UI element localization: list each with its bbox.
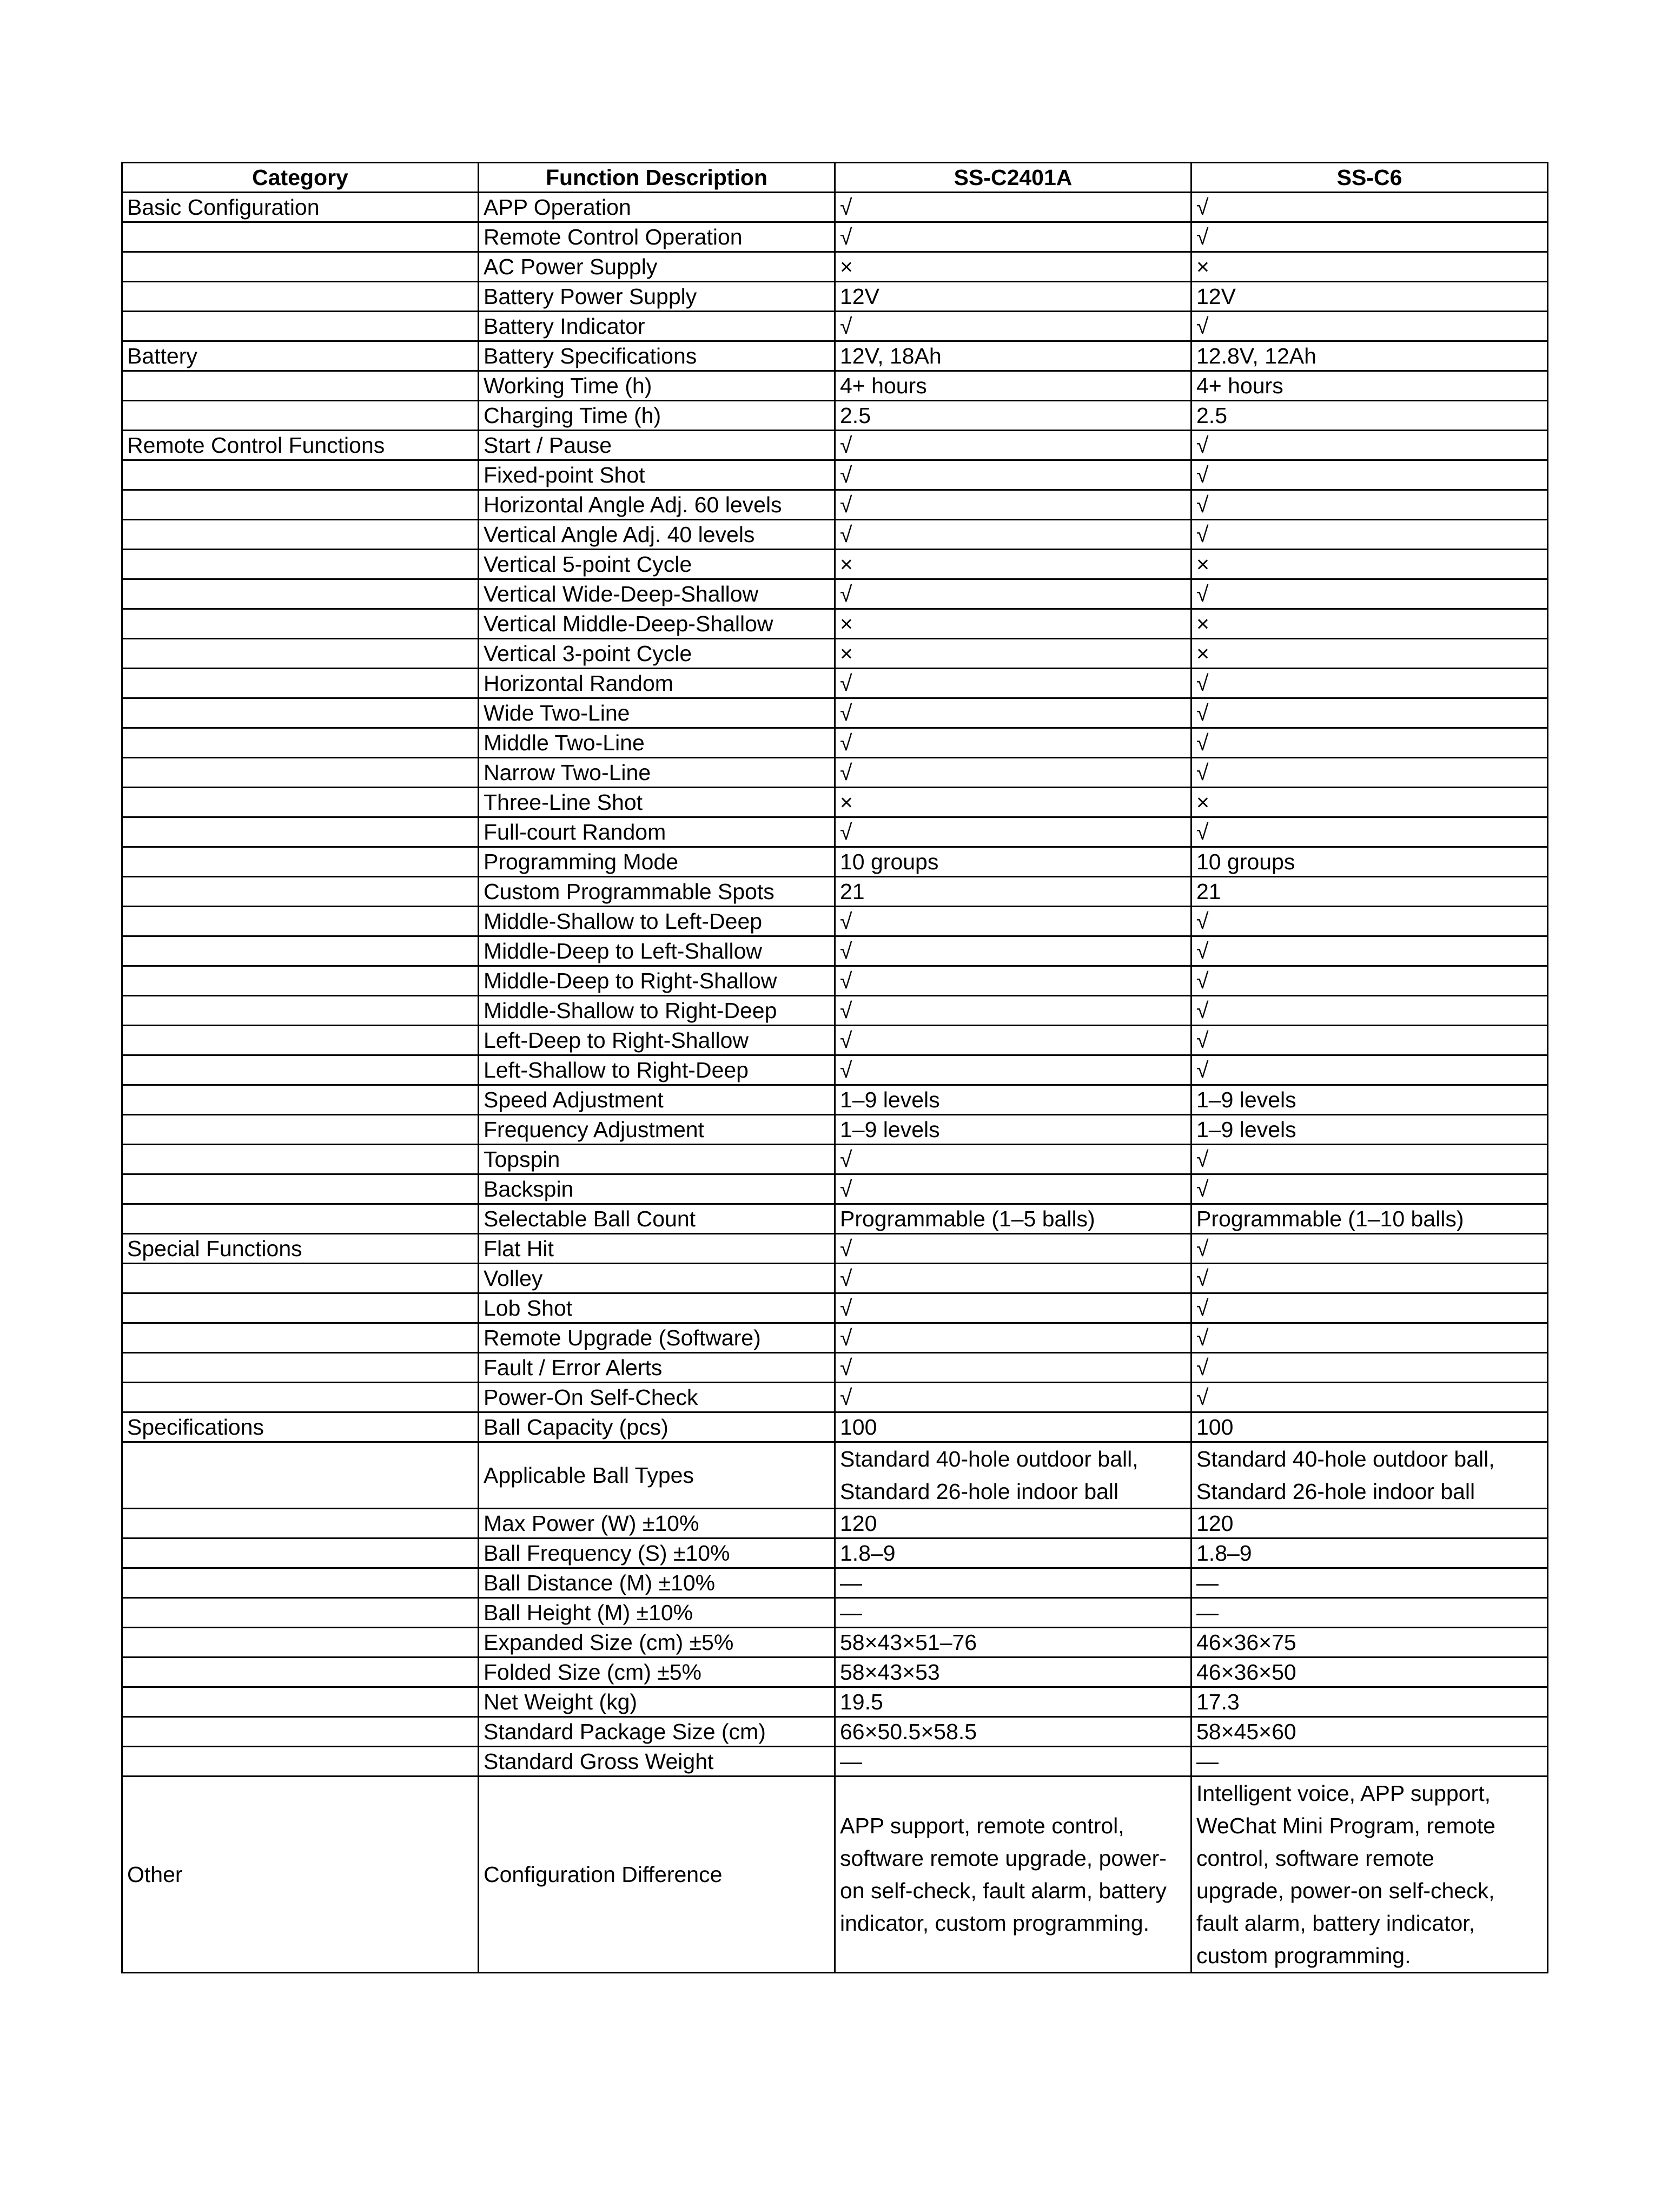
table-row bbox=[122, 847, 1548, 877]
cell-category bbox=[122, 728, 479, 758]
cell-function: Horizontal Angle Adj. 60 levels bbox=[479, 490, 835, 520]
cell-ss-c2401a: √ bbox=[835, 460, 1192, 490]
cell-category bbox=[122, 579, 479, 609]
cell-category bbox=[122, 1442, 479, 1509]
cell-ss-c2401a: √ bbox=[835, 996, 1192, 1026]
cell-ss-c2401a: √ bbox=[835, 669, 1192, 698]
cell-ss-c6: Standard 40-hole outdoor ball, Standard 26-hole indoor ball bbox=[1192, 1442, 1548, 1509]
cell-ss-c2401a: √ bbox=[835, 431, 1192, 460]
cell-ss-c2401a: √ bbox=[835, 1145, 1192, 1174]
cell-ss-c6: √ bbox=[1192, 669, 1548, 698]
cell-ss-c2401a: √ bbox=[835, 1026, 1192, 1055]
cell-category bbox=[122, 1055, 479, 1085]
cell-category bbox=[122, 936, 479, 966]
cell-ss-c6: √ bbox=[1192, 520, 1548, 550]
cell-category bbox=[122, 1509, 479, 1539]
table-row bbox=[122, 193, 1548, 222]
cell-category bbox=[122, 877, 479, 907]
cell-ss-c6: 12V bbox=[1192, 282, 1548, 312]
cell-function: Vertical Angle Adj. 40 levels bbox=[479, 520, 835, 550]
cell-ss-c6: 21 bbox=[1192, 877, 1548, 907]
cell-ss-c2401a: √ bbox=[835, 1353, 1192, 1383]
table-row bbox=[122, 1687, 1548, 1717]
cell-ss-c2401a: √ bbox=[835, 966, 1192, 996]
cell-ss-c2401a: — bbox=[835, 1747, 1192, 1777]
cell-ss-c6: Programmable (1–10 balls) bbox=[1192, 1204, 1548, 1234]
cell-ss-c2401a: √ bbox=[835, 1174, 1192, 1204]
cell-function: Three-Line Shot bbox=[479, 788, 835, 817]
header-function-description: Function Description bbox=[479, 163, 835, 193]
cell-category bbox=[122, 758, 479, 788]
cell-ss-c6: √ bbox=[1192, 1323, 1548, 1353]
cell-category: Special Functions bbox=[122, 1234, 479, 1264]
cell-function: Expanded Size (cm) ±5% bbox=[479, 1628, 835, 1658]
table-row bbox=[122, 371, 1548, 401]
table-row bbox=[122, 252, 1548, 282]
cell-function: Start / Pause bbox=[479, 431, 835, 460]
cell-category bbox=[122, 550, 479, 579]
cell-function: Backspin bbox=[479, 1174, 835, 1204]
cell-ss-c2401a: 4+ hours bbox=[835, 371, 1192, 401]
cell-ss-c6: 46×36×50 bbox=[1192, 1658, 1548, 1687]
table-row bbox=[122, 1747, 1548, 1777]
cell-ss-c6: — bbox=[1192, 1568, 1548, 1598]
cell-category bbox=[122, 1598, 479, 1628]
cell-ss-c6: × bbox=[1192, 252, 1548, 282]
cell-function: Vertical 3-point Cycle bbox=[479, 639, 835, 669]
cell-ss-c6: √ bbox=[1192, 222, 1548, 252]
cell-category: Specifications bbox=[122, 1412, 479, 1442]
cell-category bbox=[122, 490, 479, 520]
cell-category bbox=[122, 817, 479, 847]
cell-category bbox=[122, 222, 479, 252]
cell-ss-c2401a: APP support, remote control, software remote upgrade, power- on self-check, fault alarm, battery indicator, custom programming. bbox=[835, 1777, 1192, 1973]
table-row bbox=[122, 1717, 1548, 1747]
cell-category: Remote Control Functions bbox=[122, 431, 479, 460]
table-row bbox=[122, 1085, 1548, 1115]
table-row bbox=[122, 1323, 1548, 1353]
cell-ss-c6: √ bbox=[1192, 490, 1548, 520]
cell-ss-c2401a: 12V bbox=[835, 282, 1192, 312]
table-row bbox=[122, 222, 1548, 252]
cell-ss-c2401a: 21 bbox=[835, 877, 1192, 907]
cell-ss-c2401a: √ bbox=[835, 579, 1192, 609]
cell-function: Speed Adjustment bbox=[479, 1085, 835, 1115]
cell-function: Applicable Ball Types bbox=[479, 1442, 835, 1509]
cell-category bbox=[122, 669, 479, 698]
cell-function: Topspin bbox=[479, 1145, 835, 1174]
table-row bbox=[122, 817, 1548, 847]
cell-category bbox=[122, 1628, 479, 1658]
table-row bbox=[122, 1293, 1548, 1323]
cell-function: Left-Deep to Right-Shallow bbox=[479, 1026, 835, 1055]
cell-ss-c2401a: 12V, 18Ah bbox=[835, 341, 1192, 371]
table-row bbox=[122, 1568, 1548, 1598]
cell-function: Vertical Wide-Deep-Shallow bbox=[479, 579, 835, 609]
cell-function: Standard Gross Weight bbox=[479, 1747, 835, 1777]
cell-ss-c6: 12.8V, 12Ah bbox=[1192, 341, 1548, 371]
cell-ss-c6: 17.3 bbox=[1192, 1687, 1548, 1717]
cell-ss-c2401a: √ bbox=[835, 1234, 1192, 1264]
table-row bbox=[122, 877, 1548, 907]
cell-function: Middle-Deep to Left-Shallow bbox=[479, 936, 835, 966]
cell-ss-c2401a: 120 bbox=[835, 1509, 1192, 1539]
cell-category bbox=[122, 312, 479, 341]
cell-function: Middle-Deep to Right-Shallow bbox=[479, 966, 835, 996]
cell-category bbox=[122, 1264, 479, 1293]
table-row bbox=[122, 1353, 1548, 1383]
cell-ss-c6: √ bbox=[1192, 966, 1548, 996]
cell-function: Battery Indicator bbox=[479, 312, 835, 341]
cell-ss-c2401a: √ bbox=[835, 758, 1192, 788]
cell-ss-c2401a: 58×43×51–76 bbox=[835, 1628, 1192, 1658]
cell-category bbox=[122, 1747, 479, 1777]
cell-function: Middle-Shallow to Right-Deep bbox=[479, 996, 835, 1026]
cell-ss-c2401a: √ bbox=[835, 907, 1192, 936]
cell-function: Horizontal Random bbox=[479, 669, 835, 698]
cell-ss-c6: √ bbox=[1192, 1055, 1548, 1085]
cell-function: Vertical 5-point Cycle bbox=[479, 550, 835, 579]
cell-category: Basic Configuration bbox=[122, 193, 479, 222]
cell-ss-c2401a: × bbox=[835, 788, 1192, 817]
header-row bbox=[122, 163, 1548, 193]
cell-ss-c2401a: √ bbox=[835, 936, 1192, 966]
cell-ss-c2401a: √ bbox=[835, 490, 1192, 520]
cell-category bbox=[122, 847, 479, 877]
cell-function: Battery Power Supply bbox=[479, 282, 835, 312]
cell-ss-c2401a: √ bbox=[835, 1055, 1192, 1085]
table-row bbox=[122, 579, 1548, 609]
table-row bbox=[122, 520, 1548, 550]
cell-ss-c2401a: Standard 40-hole outdoor ball, Standard 26-hole indoor ball bbox=[835, 1442, 1192, 1509]
cell-ss-c6: √ bbox=[1192, 936, 1548, 966]
cell-function: Frequency Adjustment bbox=[479, 1115, 835, 1145]
cell-category bbox=[122, 460, 479, 490]
cell-ss-c6: 58×45×60 bbox=[1192, 1717, 1548, 1747]
table-row bbox=[122, 1509, 1548, 1539]
table-row bbox=[122, 401, 1548, 431]
cell-function: Fixed-point Shot bbox=[479, 460, 835, 490]
cell-category bbox=[122, 401, 479, 431]
cell-ss-c2401a: √ bbox=[835, 520, 1192, 550]
cell-ss-c2401a: 66×50.5×58.5 bbox=[835, 1717, 1192, 1747]
cell-ss-c2401a: 2.5 bbox=[835, 401, 1192, 431]
cell-ss-c2401a: × bbox=[835, 639, 1192, 669]
cell-ss-c6: 1–9 levels bbox=[1192, 1115, 1548, 1145]
table-row bbox=[122, 490, 1548, 520]
cell-function: Vertical Middle-Deep-Shallow bbox=[479, 609, 835, 639]
header-model-ss-c6: SS-C6 bbox=[1192, 163, 1548, 193]
cell-ss-c6: √ bbox=[1192, 1293, 1548, 1323]
table-row bbox=[122, 1442, 1548, 1509]
cell-ss-c6: Intelligent voice, APP support, WeChat Mini Program, remote control, software remote upgrade, power-on self-check, fault alarm, battery indicator, custom programming. bbox=[1192, 1777, 1548, 1973]
cell-ss-c6: √ bbox=[1192, 817, 1548, 847]
table-row bbox=[122, 1777, 1548, 1973]
table-row bbox=[122, 758, 1548, 788]
cell-ss-c6: 2.5 bbox=[1192, 401, 1548, 431]
cell-category bbox=[122, 252, 479, 282]
cell-function: Net Weight (kg) bbox=[479, 1687, 835, 1717]
table-body bbox=[122, 193, 1548, 1973]
cell-ss-c6: × bbox=[1192, 788, 1548, 817]
cell-ss-c6: √ bbox=[1192, 996, 1548, 1026]
cell-ss-c2401a: √ bbox=[835, 1383, 1192, 1412]
cell-ss-c2401a: √ bbox=[835, 312, 1192, 341]
cell-ss-c6: × bbox=[1192, 639, 1548, 669]
cell-category: Other bbox=[122, 1777, 479, 1973]
cell-category bbox=[122, 1115, 479, 1145]
cell-function: Flat Hit bbox=[479, 1234, 835, 1264]
cell-function: Remote Control Operation bbox=[479, 222, 835, 252]
cell-ss-c6: √ bbox=[1192, 728, 1548, 758]
cell-function: Wide Two-Line bbox=[479, 698, 835, 728]
table-row bbox=[122, 1598, 1548, 1628]
table-row bbox=[122, 669, 1548, 698]
table-row bbox=[122, 1115, 1548, 1145]
cell-ss-c6: √ bbox=[1192, 460, 1548, 490]
cell-ss-c6: √ bbox=[1192, 1145, 1548, 1174]
cell-category bbox=[122, 1687, 479, 1717]
cell-category bbox=[122, 1568, 479, 1598]
table-row bbox=[122, 312, 1548, 341]
cell-function: Charging Time (h) bbox=[479, 401, 835, 431]
cell-ss-c6: √ bbox=[1192, 758, 1548, 788]
table-row bbox=[122, 1145, 1548, 1174]
table-row bbox=[122, 341, 1548, 371]
cell-ss-c6: √ bbox=[1192, 698, 1548, 728]
cell-ss-c2401a: 1–9 levels bbox=[835, 1115, 1192, 1145]
cell-ss-c6: √ bbox=[1192, 907, 1548, 936]
cell-category bbox=[122, 1293, 479, 1323]
cell-function: Programming Mode bbox=[479, 847, 835, 877]
cell-ss-c6: √ bbox=[1192, 312, 1548, 341]
table-row bbox=[122, 698, 1548, 728]
table-row bbox=[122, 1412, 1548, 1442]
table-row bbox=[122, 1539, 1548, 1568]
cell-ss-c2401a: √ bbox=[835, 698, 1192, 728]
cell-ss-c6: 10 groups bbox=[1192, 847, 1548, 877]
cell-function: Battery Specifications bbox=[479, 341, 835, 371]
cell-category bbox=[122, 609, 479, 639]
table-row bbox=[122, 282, 1548, 312]
cell-ss-c2401a: 1.8–9 bbox=[835, 1539, 1192, 1568]
table-row bbox=[122, 936, 1548, 966]
table-row bbox=[122, 1026, 1548, 1055]
cell-function: Ball Frequency (S) ±10% bbox=[479, 1539, 835, 1568]
cell-function: Power-On Self-Check bbox=[479, 1383, 835, 1412]
cell-function: Fault / Error Alerts bbox=[479, 1353, 835, 1383]
table-row bbox=[122, 1234, 1548, 1264]
cell-ss-c2401a: √ bbox=[835, 817, 1192, 847]
cell-category bbox=[122, 520, 479, 550]
cell-ss-c2401a: 58×43×53 bbox=[835, 1658, 1192, 1687]
table-row bbox=[122, 788, 1548, 817]
cell-ss-c2401a: 1–9 levels bbox=[835, 1085, 1192, 1115]
cell-ss-c6: 4+ hours bbox=[1192, 371, 1548, 401]
cell-function: Lob Shot bbox=[479, 1293, 835, 1323]
table-row bbox=[122, 907, 1548, 936]
table-row bbox=[122, 460, 1548, 490]
cell-category bbox=[122, 1174, 479, 1204]
cell-category bbox=[122, 1145, 479, 1174]
cell-ss-c6: — bbox=[1192, 1747, 1548, 1777]
cell-ss-c2401a: 100 bbox=[835, 1412, 1192, 1442]
table-row bbox=[122, 609, 1548, 639]
cell-ss-c2401a: × bbox=[835, 609, 1192, 639]
cell-function: Middle-Shallow to Left-Deep bbox=[479, 907, 835, 936]
cell-ss-c2401a: Programmable (1–5 balls) bbox=[835, 1204, 1192, 1234]
cell-ss-c6: √ bbox=[1192, 1353, 1548, 1383]
cell-function: Ball Capacity (pcs) bbox=[479, 1412, 835, 1442]
cell-function: APP Operation bbox=[479, 193, 835, 222]
cell-function: Max Power (W) ±10% bbox=[479, 1509, 835, 1539]
cell-ss-c6: √ bbox=[1192, 579, 1548, 609]
header-model-ss-c2401a: SS-C2401A bbox=[835, 163, 1192, 193]
table-row bbox=[122, 639, 1548, 669]
cell-ss-c2401a: √ bbox=[835, 1293, 1192, 1323]
cell-function: Left-Shallow to Right-Deep bbox=[479, 1055, 835, 1085]
comparison-table bbox=[121, 162, 1548, 1973]
cell-function: Configuration Difference bbox=[479, 1777, 835, 1973]
cell-category bbox=[122, 1026, 479, 1055]
cell-function: Custom Programmable Spots bbox=[479, 877, 835, 907]
cell-category bbox=[122, 1085, 479, 1115]
cell-function: Working Time (h) bbox=[479, 371, 835, 401]
cell-category bbox=[122, 1539, 479, 1568]
cell-ss-c2401a: √ bbox=[835, 222, 1192, 252]
cell-function: Ball Distance (M) ±10% bbox=[479, 1568, 835, 1598]
cell-function: Selectable Ball Count bbox=[479, 1204, 835, 1234]
cell-ss-c2401a: √ bbox=[835, 1264, 1192, 1293]
cell-function: Middle Two-Line bbox=[479, 728, 835, 758]
cell-ss-c2401a: — bbox=[835, 1568, 1192, 1598]
cell-function: Narrow Two-Line bbox=[479, 758, 835, 788]
table-row bbox=[122, 550, 1548, 579]
cell-ss-c2401a: 19.5 bbox=[835, 1687, 1192, 1717]
cell-category bbox=[122, 1658, 479, 1687]
cell-ss-c2401a: √ bbox=[835, 728, 1192, 758]
table-row bbox=[122, 1055, 1548, 1085]
cell-ss-c6: — bbox=[1192, 1598, 1548, 1628]
cell-ss-c6: √ bbox=[1192, 1026, 1548, 1055]
cell-function: Volley bbox=[479, 1264, 835, 1293]
cell-ss-c2401a: × bbox=[835, 252, 1192, 282]
cell-ss-c6: √ bbox=[1192, 193, 1548, 222]
cell-function: Standard Package Size (cm) bbox=[479, 1717, 835, 1747]
cell-ss-c6: √ bbox=[1192, 1264, 1548, 1293]
table-row bbox=[122, 1628, 1548, 1658]
cell-category bbox=[122, 966, 479, 996]
cell-category bbox=[122, 1383, 479, 1412]
cell-ss-c6: 1.8–9 bbox=[1192, 1539, 1548, 1568]
table-row bbox=[122, 728, 1548, 758]
cell-category bbox=[122, 1204, 479, 1234]
cell-ss-c2401a: — bbox=[835, 1598, 1192, 1628]
table-row bbox=[122, 996, 1548, 1026]
cell-ss-c2401a: × bbox=[835, 550, 1192, 579]
cell-function: Remote Upgrade (Software) bbox=[479, 1323, 835, 1353]
cell-ss-c6: √ bbox=[1192, 1383, 1548, 1412]
cell-category bbox=[122, 371, 479, 401]
cell-function: Folded Size (cm) ±5% bbox=[479, 1658, 835, 1687]
table-row bbox=[122, 1658, 1548, 1687]
table-row bbox=[122, 1383, 1548, 1412]
cell-ss-c6: × bbox=[1192, 550, 1548, 579]
cell-category bbox=[122, 996, 479, 1026]
cell-function: Full-court Random bbox=[479, 817, 835, 847]
cell-category: Battery bbox=[122, 341, 479, 371]
cell-ss-c6: × bbox=[1192, 609, 1548, 639]
cell-function: Ball Height (M) ±10% bbox=[479, 1598, 835, 1628]
cell-category bbox=[122, 698, 479, 728]
cell-ss-c6: 100 bbox=[1192, 1412, 1548, 1442]
cell-ss-c6: 1–9 levels bbox=[1192, 1085, 1548, 1115]
table-row bbox=[122, 1264, 1548, 1293]
cell-ss-c6: √ bbox=[1192, 1174, 1548, 1204]
table-row bbox=[122, 431, 1548, 460]
cell-ss-c6: √ bbox=[1192, 431, 1548, 460]
table-row bbox=[122, 1204, 1548, 1234]
cell-ss-c6: 120 bbox=[1192, 1509, 1548, 1539]
cell-category bbox=[122, 907, 479, 936]
table-row bbox=[122, 1174, 1548, 1204]
cell-category bbox=[122, 282, 479, 312]
cell-ss-c6: 46×36×75 bbox=[1192, 1628, 1548, 1658]
header-category: Category bbox=[122, 163, 479, 193]
cell-category bbox=[122, 639, 479, 669]
cell-ss-c2401a: √ bbox=[835, 1323, 1192, 1353]
cell-function: AC Power Supply bbox=[479, 252, 835, 282]
cell-category bbox=[122, 1353, 479, 1383]
cell-category bbox=[122, 1323, 479, 1353]
cell-category bbox=[122, 788, 479, 817]
cell-ss-c6: √ bbox=[1192, 1234, 1548, 1264]
cell-ss-c2401a: 10 groups bbox=[835, 847, 1192, 877]
cell-category bbox=[122, 1717, 479, 1747]
table-row bbox=[122, 966, 1548, 996]
cell-ss-c2401a: √ bbox=[835, 193, 1192, 222]
